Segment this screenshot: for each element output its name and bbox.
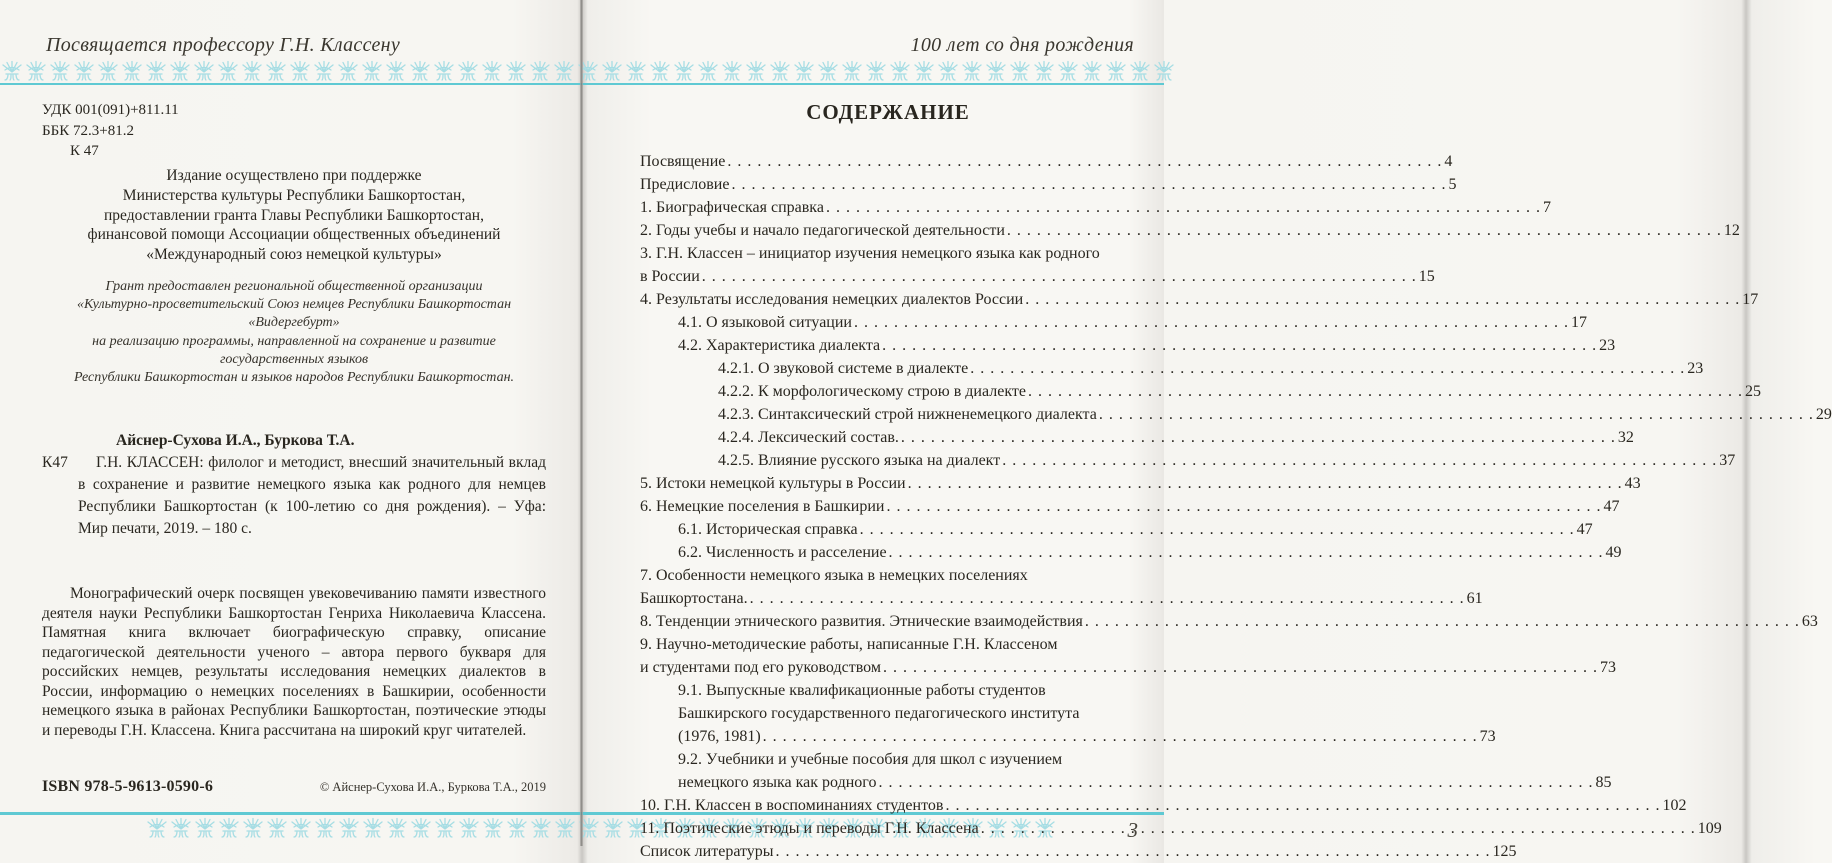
- palmette-ornament-icon: [505, 817, 529, 839]
- toc-entry-text: 4.1. О языковой ситуации: [678, 314, 852, 331]
- palmette-ornament-icon: [360, 60, 384, 82]
- toc-entry: [640, 518, 1593, 541]
- toc-entry-text: 4.2. Характеристика диалекта: [678, 337, 881, 354]
- palmette-ornament-icon: [1056, 60, 1080, 82]
- toc-entry-text: 9. Научно-методические работы, написанные Г.Н. Классеном: [640, 636, 1058, 653]
- toc-entry-text: 4.2.1. О звуковой системе в диалекте: [718, 360, 969, 377]
- support-line: финансовой помощи Ассоциации общественных объединений: [87, 226, 501, 244]
- palmette-ornament-icon: [217, 817, 241, 839]
- toc-page-number: 32: [1617, 429, 1634, 446]
- toc-dot-leader: [908, 472, 1623, 495]
- toc-entry-text: Список литературы: [640, 843, 774, 860]
- toc-page-number: 63: [1801, 613, 1818, 630]
- toc-page-number: 23: [1599, 337, 1616, 354]
- toc-entry-text: 2. Годы учебы и начало педагогической деятельности: [640, 222, 1005, 239]
- toc-dot-leader: [1099, 403, 1814, 426]
- grant-line: «Культурно-просветительский Союз немцев Республики Башкортостан «Видергебурт»: [76, 297, 512, 331]
- toc-entry: [640, 748, 1612, 794]
- toc-page-number: 47: [1603, 498, 1620, 515]
- toc-dot-leader: [901, 426, 1616, 449]
- toc-entry: [640, 334, 1616, 357]
- palmette-ornament-icon: [864, 60, 888, 82]
- toc-dot-leader: [878, 771, 1593, 794]
- palmette-ornament-icon: [504, 60, 528, 82]
- toc-page-number: 73: [1479, 728, 1496, 745]
- toc-entry-text: 4.2.2. К морфологическому строю в диалекте: [718, 383, 1026, 400]
- palmette-ornament-icon: [456, 60, 480, 82]
- toc-entry-text: немецкого языка как родного: [678, 774, 877, 791]
- palmette-ornament-icon: [48, 60, 72, 82]
- toc-page-number: 4: [1444, 153, 1453, 170]
- toc-entry-text: 8. Тенденции этнического развития. Этнические взаимодействия: [640, 613, 1083, 630]
- toc-dot-leader: [727, 150, 1442, 173]
- palmette-ornament-icon: [529, 817, 553, 839]
- toc-entry-text: 9.1. Выпускные квалификационные работы студентов: [678, 682, 1046, 699]
- palmette-ornament-icon: [408, 60, 432, 82]
- toc-entry: [640, 449, 1736, 472]
- palmette-ornament-icon: [1080, 60, 1104, 82]
- catalog-description: Г.Н. КЛАССЕН: филолог и методист, внесший значительный вклад в сохранение и развитие немецкого языка как родного для немцев Республики Башкортостан (к 100-летию со дня рождения). – Уфа: Мир печати, 2019. – 180 с.: [78, 454, 546, 537]
- toc-entry: [640, 794, 1687, 817]
- support-line: «Международный союз немецкой культуры»: [146, 246, 442, 264]
- palmette-ornament-icon: [288, 60, 312, 82]
- toc-entry: [640, 219, 1740, 242]
- palmette-ornament-icon: [816, 60, 840, 82]
- toc-list: [640, 150, 1832, 863]
- toc-entry-text: 4.2.3. Синтаксический строй нижненемецкого диалекта: [718, 406, 1097, 423]
- toc-dot-leader: [731, 173, 1446, 196]
- palmette-ornament-icon: [265, 817, 289, 839]
- palmette-ornament-icon: [672, 60, 696, 82]
- toc-page-number: 17: [1570, 314, 1587, 331]
- toc-entry: [640, 150, 1453, 173]
- toc-page-number: 25: [1744, 383, 1761, 400]
- toc-entry-text: 1. Биографическая справка: [640, 199, 824, 216]
- toc-page-number: 125: [1492, 843, 1517, 860]
- toc-entry-text: и студентами под его руководством: [640, 659, 881, 676]
- palmette-ornament-icon: [361, 817, 385, 839]
- palmette-ornament-icon: [193, 817, 217, 839]
- support-line: Министерства культуры Республики Башкортостан,: [122, 186, 466, 204]
- toc-entry-text: Предисловие: [640, 176, 730, 193]
- palmette-ornament-icon: [241, 817, 265, 839]
- palmette-ornament-icon: [553, 817, 577, 839]
- toc-entry: [640, 495, 1620, 518]
- palmette-ornament-icon: [481, 817, 505, 839]
- palmette-ornament-icon: [24, 60, 48, 82]
- toc-page-number: 5: [1448, 176, 1457, 193]
- palmette-ornament-icon: [312, 60, 336, 82]
- toc-entry-text: 6.2. Численность и расселение: [678, 544, 887, 561]
- toc-entry-text: 3. Г.Н. Классен – инициатор изучения немецкого языка как родного: [640, 245, 1100, 262]
- toc-entry: [640, 633, 1616, 679]
- toc-entry: [640, 426, 1634, 449]
- toc-entry-text: 10. Г.Н. Классен в воспоминаниях студентов: [640, 797, 944, 814]
- palmette-ornament-icon: [264, 60, 288, 82]
- catalog-code: К47: [42, 454, 68, 471]
- palmette-ornament-icon: [1008, 60, 1032, 82]
- support-line: Издание осуществлено при поддержке: [166, 167, 422, 184]
- palmette-ornament-icon: [960, 60, 984, 82]
- palmette-ornament-icon: [792, 60, 816, 82]
- grant-line: Республики Башкортостан и языков народов Республики Башкортостан.: [73, 369, 515, 385]
- palmette-ornament-icon: [120, 60, 144, 82]
- palmette-ornament-icon: [433, 817, 457, 839]
- palmette-ornament-icon: [144, 60, 168, 82]
- palmette-ornament-icon: [480, 60, 504, 82]
- toc-entry: [640, 564, 1483, 610]
- palmette-ornament-icon: [648, 60, 672, 82]
- toc-dot-leader: [1085, 610, 1800, 633]
- toc-entry: [640, 242, 1435, 288]
- toc-page-number: 73: [1599, 659, 1616, 676]
- toc-dot-leader: [970, 357, 1685, 380]
- palmette-ornament-icon: [624, 60, 648, 82]
- palmette-ornament-icon: [0, 60, 24, 82]
- toc-page-number: 12: [1723, 222, 1740, 239]
- palmette-ornament-icon: [552, 60, 576, 82]
- palmette-ornament-icon: [1032, 60, 1056, 82]
- toc-entry-text: 9.2. Учебники и учебные пособия для школ с изучением: [678, 751, 1063, 768]
- palmette-ornament-icon: [1152, 60, 1176, 82]
- palmette-ornament-icon: [336, 60, 360, 82]
- palmette-ornament-icon: [601, 817, 625, 839]
- palmette-ornament-icon: [168, 60, 192, 82]
- toc-dot-leader: [882, 334, 1597, 357]
- palmette-ornament-icon: [600, 60, 624, 82]
- palmette-ornament-icon: [313, 817, 337, 839]
- palmette-ornament-icon: [1128, 60, 1152, 82]
- toc-entry-text: 4.2.5. Влияние русского языка на диалект: [718, 452, 1001, 469]
- toc-entry-text: 4. Результаты исследования немецких диалектов России: [640, 291, 1024, 308]
- toc-entry-text: 5. Истоки немецкой культуры в России: [640, 475, 906, 492]
- toc-entry: [640, 403, 1832, 426]
- toc-dot-leader: [889, 541, 1604, 564]
- palmette-ornament-icon: [216, 60, 240, 82]
- udc-line: УДК 001(091)+811.11: [42, 102, 179, 118]
- publication-support-block: [42, 166, 546, 265]
- toc-entry: [640, 380, 1761, 403]
- palmette-ornament-icon: [72, 60, 96, 82]
- toc-page-number: 23: [1687, 360, 1704, 377]
- palmette-ornament-icon: [289, 817, 313, 839]
- palmette-ornament-icon: [744, 60, 768, 82]
- toc-dot-leader: [776, 840, 1491, 863]
- toc-entry: [640, 288, 1759, 311]
- copyright-notice: © Айснер-Сухова И.А., Буркова Т.А., 2019: [319, 780, 546, 794]
- support-line: предоставлении гранта Главы Республики Башкортостан,: [104, 206, 484, 224]
- toc-dot-leader: [750, 587, 1465, 610]
- toc-entry: [640, 311, 1587, 334]
- toc-entry: [640, 679, 1496, 748]
- palmette-ornament-icon: [409, 817, 433, 839]
- toc-page-number: 47: [1576, 521, 1593, 538]
- toc-dot-leader: [1002, 449, 1717, 472]
- toc-page-number: 37: [1719, 452, 1736, 469]
- toc-entry: [640, 817, 1722, 840]
- toc-page-number: 7: [1542, 199, 1551, 216]
- palmette-ornament-icon: [1104, 60, 1128, 82]
- toc-dot-leader: [763, 725, 1478, 748]
- palmette-ornament-icon: [192, 60, 216, 82]
- toc-entry: [640, 610, 1818, 633]
- toc-dot-leader: [854, 311, 1569, 334]
- toc-dot-leader: [886, 495, 1601, 518]
- toc-dot-leader: [1007, 219, 1722, 242]
- toc-dot-leader: [1028, 380, 1743, 403]
- palmette-ornament-icon: [96, 60, 120, 82]
- palmette-ornament-icon: [912, 60, 936, 82]
- toc-page-number: 17: [1742, 291, 1759, 308]
- grant-line: на реализацию программы, направленной на сохранение и развитие государственных языков: [92, 333, 496, 367]
- imprint-row: [42, 778, 546, 796]
- palmette-ornament-icon: [384, 60, 408, 82]
- toc-dot-leader: [981, 817, 1696, 840]
- page-number: 3: [1127, 818, 1138, 842]
- catalog-entry: [42, 430, 546, 540]
- toc-entry-text: 6.1. Историческая справка: [678, 521, 858, 538]
- toc-entry: [640, 173, 1457, 196]
- toc-entry: [640, 472, 1641, 495]
- toc-dot-leader: [702, 265, 1417, 288]
- toc-dot-leader: [945, 794, 1660, 817]
- palmette-ornament-icon: [768, 60, 792, 82]
- palmette-ornament-icon: [696, 60, 720, 82]
- palmette-ornament-icon: [432, 60, 456, 82]
- palmette-ornament-icon: [528, 60, 552, 82]
- palmette-ornament-icon: [240, 60, 264, 82]
- grant-note-block: [42, 278, 546, 387]
- palmette-ornament-icon: [145, 817, 169, 839]
- udc-line: ББК 72.3+81.2: [42, 122, 134, 139]
- toc-page-number: 102: [1662, 797, 1687, 814]
- udc-line: К 47: [70, 143, 99, 160]
- toc-entry-text: (1976, 1981): [678, 728, 761, 745]
- toc-entry: [640, 541, 1622, 564]
- toc-entry-text: 11. Поэтические этюды и переводы Г.Н. Классена: [640, 820, 979, 837]
- toc-entry-text: в России: [640, 268, 700, 285]
- toc-page-number: 61: [1466, 590, 1483, 607]
- annotation-paragraph: Монографический очерк посвящен увековечиванию памяти известного деятеля науки Республики Башкортостан Генриха Николаевича Классена. Памятная книга включает биографическую справку, описание педагогической деятельности ученого – автора первого букваря для российских немцев, результаты исследования немецких диалектов в России, информацию о немецких поселениях в Башкирии, особенности немецкого языка в районах Республики Башкортостан, поэтические этюды и переводы Г.Н. Классена. Книга рассчитана на широкий круг читателей.: [42, 585, 546, 739]
- left-running-head: Посвящается профессору Г.Н. Классену: [46, 34, 401, 56]
- toc-dot-leader: [860, 518, 1575, 541]
- right-running-head: 100 лет со дня рождения: [910, 34, 1134, 56]
- toc-entry-text: Башкирского государственного педагогического института: [678, 705, 1080, 722]
- authors-line: Айснер-Сухова И.А., Буркова Т.А.: [116, 432, 355, 449]
- toc-dot-leader: [826, 196, 1541, 219]
- toc-page-number: 29: [1815, 406, 1832, 423]
- palmette-ornament-icon: [720, 60, 744, 82]
- toc-entry: [640, 840, 1517, 863]
- palmette-ornament-icon: [840, 60, 864, 82]
- toc-dot-leader: [883, 656, 1598, 679]
- toc-entry-text: 7. Особенности немецкого языка в немецких поселениях: [640, 567, 1028, 584]
- palmette-ornament-icon: [457, 817, 481, 839]
- toc-page-number: 109: [1697, 820, 1722, 837]
- page-gutter: [580, 0, 583, 846]
- udc-block: [42, 100, 546, 162]
- grant-line: Грант предоставлен региональной общественной организации: [105, 279, 483, 294]
- toc-title: СОДЕРЖАНИЕ: [806, 100, 970, 124]
- palmette-ornament-icon: [385, 817, 409, 839]
- toc-entry-text: 4.2.4. Лексический состав.: [718, 429, 899, 446]
- toc-page-number: 15: [1418, 268, 1435, 285]
- palmette-ornament-icon: [936, 60, 960, 82]
- toc-page-number: 85: [1595, 774, 1612, 791]
- toc-page-number: 43: [1624, 475, 1641, 492]
- palmette-ornament-icon: [888, 60, 912, 82]
- toc-entry-text: Башкортостана.: [640, 590, 748, 607]
- toc-entry-text: 6. Немецкие поселения в Башкирии: [640, 498, 885, 515]
- palmette-ornament-icon: [337, 817, 361, 839]
- isbn: ISBN 978-5-9613-0590-6: [42, 778, 214, 795]
- toc-entry-text: Посвящение: [640, 153, 726, 170]
- toc-dot-leader: [1025, 288, 1740, 311]
- toc-entry: [640, 196, 1551, 219]
- palmette-ornament-icon: [169, 817, 193, 839]
- toc-entry: [640, 357, 1704, 380]
- palmette-ornament-icon: [984, 60, 1008, 82]
- toc-page-number: 49: [1605, 544, 1622, 561]
